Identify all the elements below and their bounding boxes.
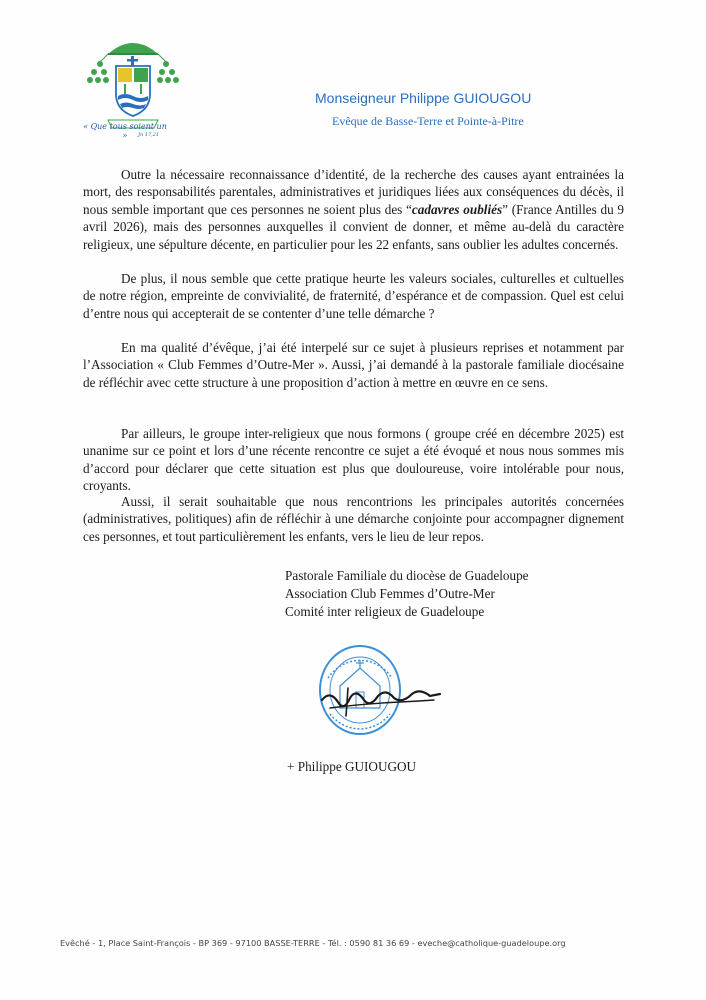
signatory-comite: Comité inter religieux de Guadeloupe <box>285 604 485 619</box>
galero-hat-icon <box>108 43 158 54</box>
tassels-right-icon <box>157 54 179 83</box>
crest-motto-reference: Jn 17,21 <box>138 132 160 138</box>
footer-address: Evêché - 1, Place Saint-François - BP 369 - 97100 BASSE-TERRE - Tél. : 0590 81 36 69 - eveche@catholique-guadeloupe.org <box>60 938 566 948</box>
crest-motto: « Que tous soient un » <box>83 122 167 140</box>
paragraph-1: Outre la nécessaire reconnaissance d’identité, de la recherche des causes ayant entrainées la mort, des responsabilités parentales, administratives et juridiques liées aux conséquences du décès, il nous semble important que ces personnes ne soient plus des “cadavres oubliés” (France Antilles du 9 avril 2026), mais des personnes auxquelles il convient de donner, et même au-delà du caractère religieux, une sépulture décente, en particulier pour les 22 enfants, sans oublier les adultes concernés. <box>83 167 624 252</box>
emphasis-cadavres-oublies: cadavres oubliés <box>411 201 503 217</box>
paragraph-2: De plus, il nous semble que cette pratique heurte les valeurs sociales, culturelles et cultuelles de notre région, empreinte de convivialité, de fraternité, d’espérance et de compassion. Quel est celui d’entre nous qui accepterait de se contenter d’une telle démarche ? <box>83 271 624 321</box>
bishop-name: Monseigneur Philippe GUIOUGOU <box>315 90 532 106</box>
signatories-list <box>285 567 529 621</box>
paragraph-3: En ma qualité d’évêque, j’ai été interpelé sur ce sujet à plusieurs reprises et notamment par l’Association « Club Femmes d’Outre-Mer ». Aussi, j’ai demandé à la pastorale familiale diocésaine de réfléchir avec cette structure à une proposition d’action à mettre en œuvre en ce sens. <box>83 340 624 390</box>
bishop-title: Evêque de Basse-Terre et Pointe-à-Pitre <box>332 114 524 128</box>
signatory-pastorale: Pastorale Familiale du diocèse de Guadeloupe <box>285 568 529 583</box>
tassels-left-icon <box>87 54 109 83</box>
diocese-stamp-with-signature-icon <box>300 638 450 748</box>
paragraph-4: Par ailleurs, le groupe inter-religieux que nous formons ( groupe créé en décembre 2025) est unanime sur ce point et lors d’une récente rencontre ce sujet a été évoqué et nous nous sommes mis d’accord pour déclarer que cette situation est plus que douloureuse, voire intolérable pour nous, croyants. <box>83 426 624 494</box>
signatory-association: Association Club Femmes d’Outre-Mer <box>285 586 495 601</box>
paragraph-5: Aussi, il serait souhaitable que nous rencontrions les principales autorités concernées (administratives, politiques) afin de réfléchir à une démarche conjointe pour accompagner dignement ces personnes, et tout particulièrement les enfants, vers le lieu de leur repos. <box>83 494 624 544</box>
episcopal-coat-of-arms-icon <box>78 38 188 134</box>
signer-name: + Philippe GUIOUGOU <box>287 759 417 774</box>
